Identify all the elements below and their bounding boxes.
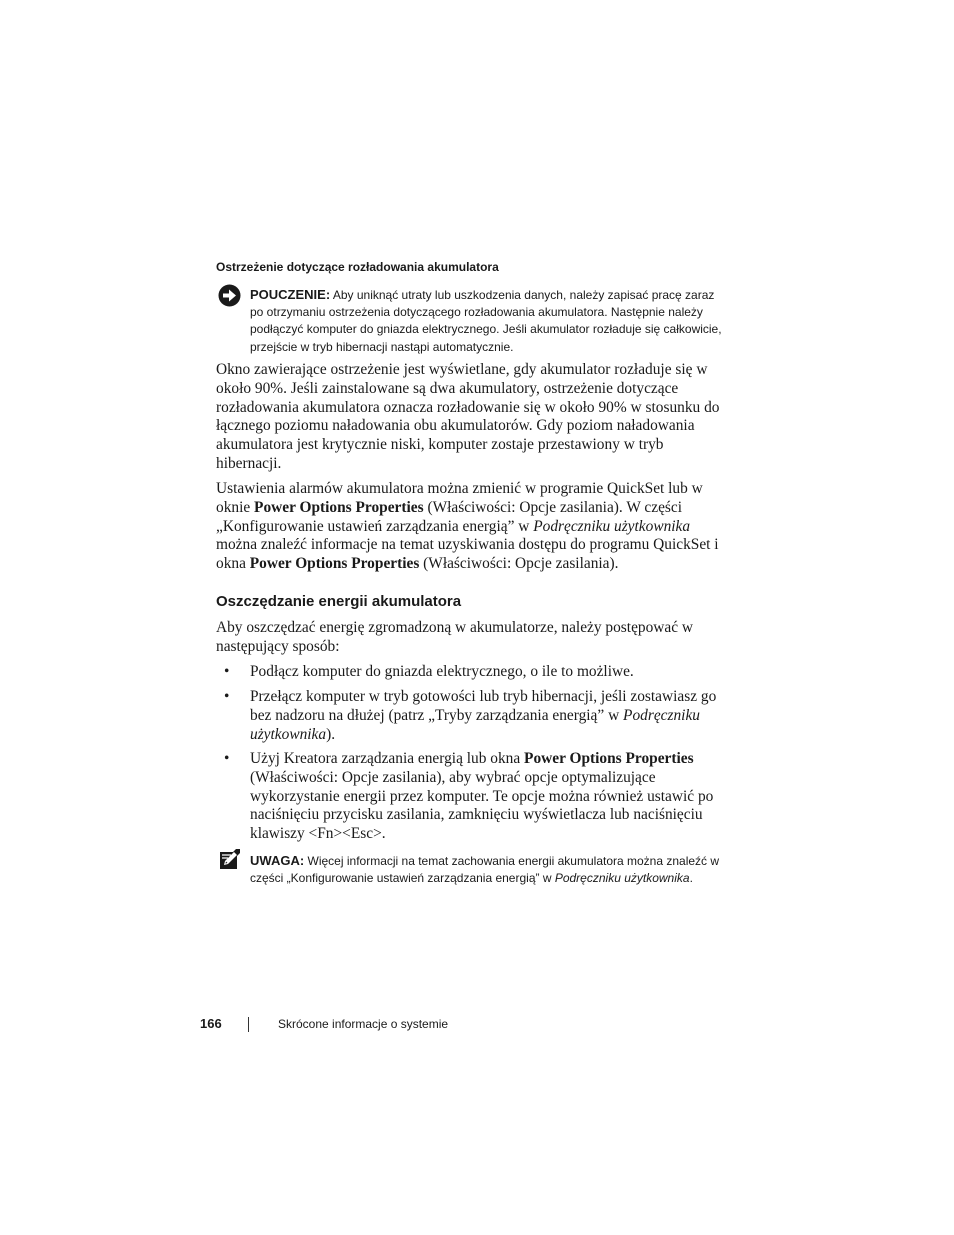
page-number: 166 [200,1016,222,1031]
b2-text-2: ). [326,725,336,743]
bullet-marker: • [224,663,230,680]
pencil-note-icon [219,849,240,870]
bullet-marker: • [224,688,230,705]
note-text-1: Więcej informacji na temat zachowania energii akumulatora można znaleźć w części „Konfigurowanie ustawień zarządzania energią” w [250,854,720,886]
list-item-text [250,688,720,744]
footer-title: Skrócone informacje o systemie [278,1017,449,1031]
list-item-text: Podłącz komputer do gniazda elektrycznego, o ile to możliwe. [250,663,634,680]
note-block [250,852,730,888]
power-options-term: Power Options Properties [254,498,424,516]
user-guide-ref: Podręczniku użytkownika [554,871,690,886]
note-text-2: . [689,871,693,886]
list-item-text [250,750,720,844]
arrow-circle-icon [218,284,241,307]
b3-text-2: (Właściwości: Opcje zasilania), aby wybrać opcje optymalizujące wykorzystanie energii przez komputer. Te opcje można również ustawić po naciśnięciu przycisku zasilania, zamknięciu wyświetlacza lub naciśnięciu klawiszy <Fn><Esc>. [250,768,714,843]
para2-text-4: (Właściwości: Opcje zasilania). [419,555,619,573]
paragraph-warning-window: Okno zawierające ostrzeżenie jest wyświetlane, gdy akumulator rozładuje się w około 90%. Jeśli zainstalowane są dwa akumulatory, ostrzeżenie dotyczące rozładowania akumulatora oznacza rozładowanie się w około 90% w stosunku do łącznego poziomu naładowania obu akumulatorów. Gdy poziom naładowania akumulatora jest krytycznie niski, komputer zostaje przestawiony w tryb hibernacji. [216,361,720,472]
b3-text-1: Użyj Kreatora zarządzania energią lub okna [250,750,525,767]
user-guide-ref: Podręczniku użytkownika [250,706,700,743]
para2-text-3: można znaleźć informacje na temat uzyskiwania dostępu do programu QuickSet i okna [216,536,719,573]
notice-block [250,286,730,356]
power-options-term: Power Options Properties [524,750,694,767]
para2-text-2: (Właściwości: Opcje zasilania). W części „Konfigurowanie ustawień zarządzania energią” w [216,498,683,535]
paragraph-intro: Aby oszczędzać energię zgromadzoną w akumulatorze, należy postępować w następujący sposób: [216,619,694,655]
subheading: Ostrzeżenie dotyczące rozładowania akumulatora [216,260,499,274]
notice-label: POUCZENIE: [250,287,331,302]
para2-text-1: Ustawienia alarmów akumulatora można zmienić w programie QuickSet lub w oknie [216,480,703,516]
paragraph-alarm-settings [216,480,726,574]
notice-text: Aby uniknąć utraty lub uszkodzenia danych, należy zapisać pracę zaraz po otrzymaniu ostrzeżenia dotyczącego rozładowania akumulatora. Następnie należy podłączyć komputer do gniazda elektrycznego. Jeśli akumulator rozładuje się całkowicie, przejście w tryb hibernacji nastąpi automatycznie. [250,288,722,354]
power-options-term: Power Options Properties [249,555,420,573]
user-guide-ref: Podręczniku użytkownika [533,517,691,535]
section-title: Oszczędzanie energii akumulatora [216,593,462,610]
note-label: UWAGA: [250,853,305,868]
footer-divider [248,1017,249,1032]
b2-text-1: Przełącz komputer w tryb gotowości lub tryb hibernacji, jeśli zostawiasz go bez nadzoru na dłużej (patrz „Tryby zarządzania energią” w [250,688,717,724]
bullet-marker: • [224,750,230,767]
